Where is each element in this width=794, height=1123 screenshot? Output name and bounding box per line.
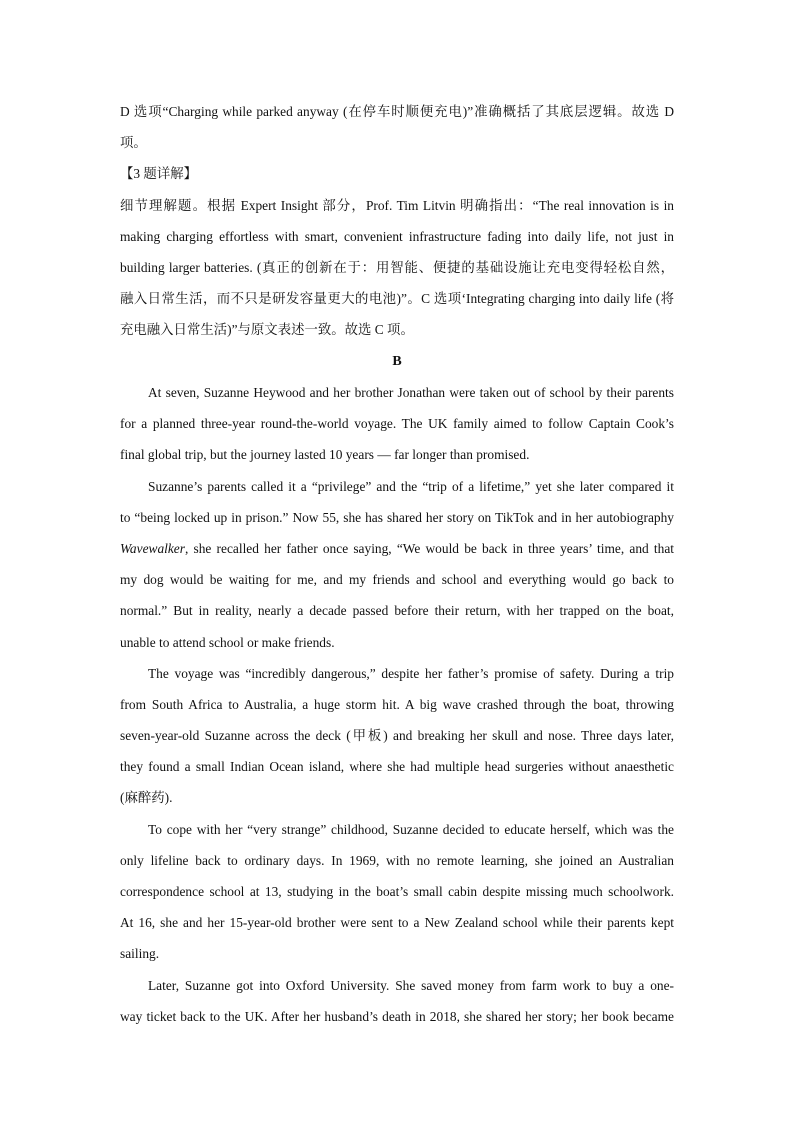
text-line: only lifeline back to ordinary days. In 1969, with no remote learning, she joined an Australian — [120, 852, 674, 868]
section-heading: 【3 题详解】 — [120, 166, 197, 182]
text-line: correspondence school at 13, studying in the boat’s small cabin despite missing much schoolwork. — [120, 884, 674, 899]
text-line: they found a small Indian Ocean island, where she had multiple head surgeries without anaesthetic — [120, 759, 674, 775]
text-line: 细节理解题。根据 Expert Insight 部分，Prof. Tim Litvin 明确指出：“The real innovation is in — [120, 197, 674, 213]
text-line: way ticket back to the UK. After her husband’s death in 2018, she shared her story; her book became — [120, 1008, 674, 1024]
passage-title: B — [392, 354, 402, 369]
text-line: At seven, Suzanne Heywood and her brother Jonathan were taken out of school by their parents — [148, 385, 674, 400]
text-line: final global trip, but the journey lasted 10 years — far longer than promised. — [120, 447, 530, 463]
text-line: to “being locked up in prison.” Now 55, she has shared her story on TikTok and in her autobiography — [120, 509, 674, 525]
text-line: making charging effortless with smart, convenient infrastructure fading into daily life, not just in — [120, 228, 674, 244]
answer-explanation — [120, 96, 674, 346]
passage-b — [120, 377, 674, 1032]
text-line: 融入日常生活，而不只是研发容量更大的电池)”。C 选项‘Integrating charging into daily life (将 — [120, 291, 674, 307]
text-line: Wavewalker, she recalled her father once saying, “We would be back in three years’ time, and that — [120, 540, 674, 556]
text-line: At 16, she and her 15-year-old brother were sent to a New Zealand school while their parents kept — [120, 915, 674, 931]
text-line: Suzanne’s parents called it a “privilege” and the “trip of a lifetime,” yet she later compared it — [148, 478, 674, 494]
text-line: normal.” But in reality, nearly a decade passed before their return, with her trapped on the boat, — [120, 603, 674, 619]
text-line: Later, Suzanne got into Oxford University. She saved money from farm work to buy a one- — [148, 977, 674, 993]
text-line: The voyage was “incredibly dangerous,” despite her father’s promise of safety. During a trip — [148, 665, 674, 681]
text-line: D 选项“Charging while parked anyway (在停车时顺便充电)”准确概括了其底层逻辑。故选 D — [120, 104, 674, 119]
text-line: seven-year-old Suzanne across the deck (甲板) and breaking her skull and nose. Three days later, — [120, 728, 674, 744]
text-line: building larger batteries. (真正的创新在于：用智能、便捷的基础设施让充电变得轻松自然， — [120, 259, 674, 275]
text-line: my dog would be waiting for me, and my friends and school and everything would go back to — [120, 572, 674, 588]
text-line: 项。 — [120, 135, 147, 151]
text-line: (麻醉药). — [120, 790, 173, 806]
text-line: sailing. — [120, 946, 160, 962]
text-line: for a planned three-year round-the-world voyage. The UK family aimed to follow Captain Cook’s — [120, 416, 674, 432]
text-line: 充电融入日常生活)”与原文表述一致。故选 C 项。 — [120, 322, 414, 338]
text-line: unable to attend school or make friends. — [120, 634, 335, 650]
text-line: To cope with her “very strange” childhood, Suzanne decided to educate herself, which was the — [148, 821, 674, 837]
book-title: Wavewalker — [120, 540, 185, 556]
text-line: from South Africa to Australia, a huge storm hit. A big wave crashed through the boat, throwing — [120, 696, 674, 712]
